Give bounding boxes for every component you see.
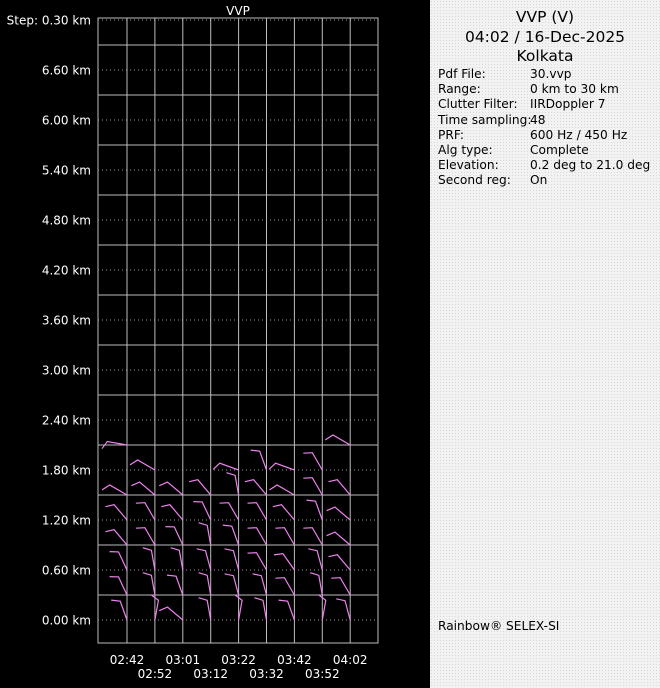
wind-barb	[213, 463, 238, 470]
wind-barb	[329, 480, 351, 495]
wind-barb	[193, 502, 210, 520]
wind-barb	[136, 503, 155, 520]
wind-barb	[199, 598, 211, 620]
wind-barb	[251, 450, 267, 470]
metadata-value: Complete	[530, 142, 589, 157]
wind-barb	[167, 575, 183, 595]
wind-barb	[225, 549, 239, 570]
x-tick-label: 03:01	[165, 653, 201, 667]
wind-barb	[110, 552, 127, 570]
chart-title: VVP	[226, 4, 250, 18]
wind-barb	[303, 528, 322, 545]
wind-barb	[159, 482, 183, 495]
step-label: Step: 0.30 km	[6, 13, 91, 28]
y-tick-label: 4.80 km	[41, 213, 91, 228]
wind-barb	[303, 478, 322, 495]
metadata-label: Elevation:	[438, 158, 499, 173]
metadata-value: IIRDoppler 7	[530, 97, 606, 112]
metadata-value: 30.vvp	[530, 67, 572, 81]
wind-barb	[273, 505, 295, 520]
wind-barb	[161, 505, 183, 520]
y-tick-label: 0.60 km	[41, 563, 91, 578]
wind-barb	[136, 528, 155, 545]
wind-barb	[336, 599, 350, 620]
wind-barb	[111, 600, 127, 620]
y-tick-label: 5.40 km	[41, 163, 91, 178]
y-tick-label: 1.20 km	[41, 513, 91, 528]
x-tick-label: 04:02	[332, 653, 368, 667]
wind-barb	[225, 574, 239, 595]
y-tick-label: 4.20 km	[41, 263, 91, 278]
metadata-label: Alg type:	[438, 142, 493, 157]
metadata-value: 600 Hz / 450 Hz	[530, 127, 628, 142]
wind-barb	[275, 578, 294, 595]
metadata-value: On	[530, 173, 548, 188]
wind-barb	[308, 549, 322, 570]
y-tick-label: 3.60 km	[41, 313, 91, 328]
wind-barb	[269, 463, 294, 470]
y-tick-label: 6.60 km	[41, 63, 91, 78]
wind-barb	[331, 578, 350, 595]
metadata-label: Clutter Filter:	[438, 97, 518, 112]
y-tick-label: 2.40 km	[41, 413, 91, 428]
radar-site: Kolkata	[516, 47, 574, 65]
wind-barb	[248, 553, 267, 570]
wind-barb	[274, 554, 294, 570]
y-tick-label: 6.00 km	[41, 113, 91, 128]
wind-barb	[279, 600, 295, 620]
x-tick-label: 02:42	[109, 653, 145, 667]
wind-barb	[143, 573, 155, 595]
wind-barb	[227, 473, 239, 495]
plot-frame	[98, 18, 378, 643]
wind-barb	[327, 532, 351, 545]
wind-barb	[248, 528, 267, 545]
wind-barb	[275, 528, 294, 545]
wind-barb	[199, 523, 211, 545]
wind-barb	[270, 485, 295, 495]
wind-barb	[223, 525, 239, 545]
wind-barb	[245, 480, 267, 495]
y-tick-label: 1.80 km	[41, 463, 91, 478]
x-tick-label: 02:52	[137, 667, 173, 681]
metadata-value: 48	[530, 112, 546, 127]
software-credit: Rainbow® SELEX-SI	[438, 619, 560, 633]
metadata-value: 0 km to 30 km	[530, 82, 619, 97]
metadata-label: PRF:	[438, 127, 464, 142]
wind-barb	[327, 507, 351, 520]
wind-barb	[329, 555, 351, 570]
wind-barb	[307, 500, 323, 520]
metadata-label: Time sampling:	[438, 112, 532, 127]
x-tick-label: 03:32	[249, 667, 284, 681]
wind-barb	[220, 503, 239, 520]
wind-barb	[110, 577, 127, 595]
x-tick-label: 03:52	[305, 667, 340, 681]
wind-barb	[248, 503, 267, 520]
wind-barb	[253, 574, 267, 595]
wind-barb	[310, 573, 322, 595]
y-tick-label: 3.00 km	[41, 363, 91, 378]
metadata-label: Second reg:	[438, 173, 511, 188]
metadata-label: Pdf File:	[438, 67, 486, 81]
metadata-label: Range:	[438, 82, 481, 97]
wind-barb	[102, 485, 127, 495]
wind-barb	[143, 548, 155, 570]
wind-barb	[254, 598, 266, 620]
x-tick-label: 03:12	[193, 667, 228, 681]
wind-barb	[130, 460, 155, 470]
wind-barb	[325, 435, 350, 445]
product-datetime: 04:02 / 16-Dec-2025	[464, 28, 626, 46]
wind-barb	[105, 530, 127, 545]
wind-barb	[199, 573, 211, 595]
wind-barb	[159, 607, 183, 620]
x-tick-label: 03:22	[221, 653, 256, 667]
wind-barb	[105, 505, 127, 520]
product-title: VVP (V)	[515, 8, 575, 26]
wind-barb	[165, 527, 182, 545]
info-panel	[430, 0, 660, 688]
metadata-value: 0.2 deg to 21.0 deg	[530, 158, 651, 173]
wind-barb	[189, 480, 211, 495]
x-tick-label: 03:42	[277, 653, 312, 667]
wind-barb	[131, 482, 155, 495]
wind-barb	[303, 453, 322, 470]
wind-barb	[171, 548, 183, 570]
y-tick-label: 0.00 km	[41, 613, 91, 628]
wind-barb	[197, 549, 211, 570]
